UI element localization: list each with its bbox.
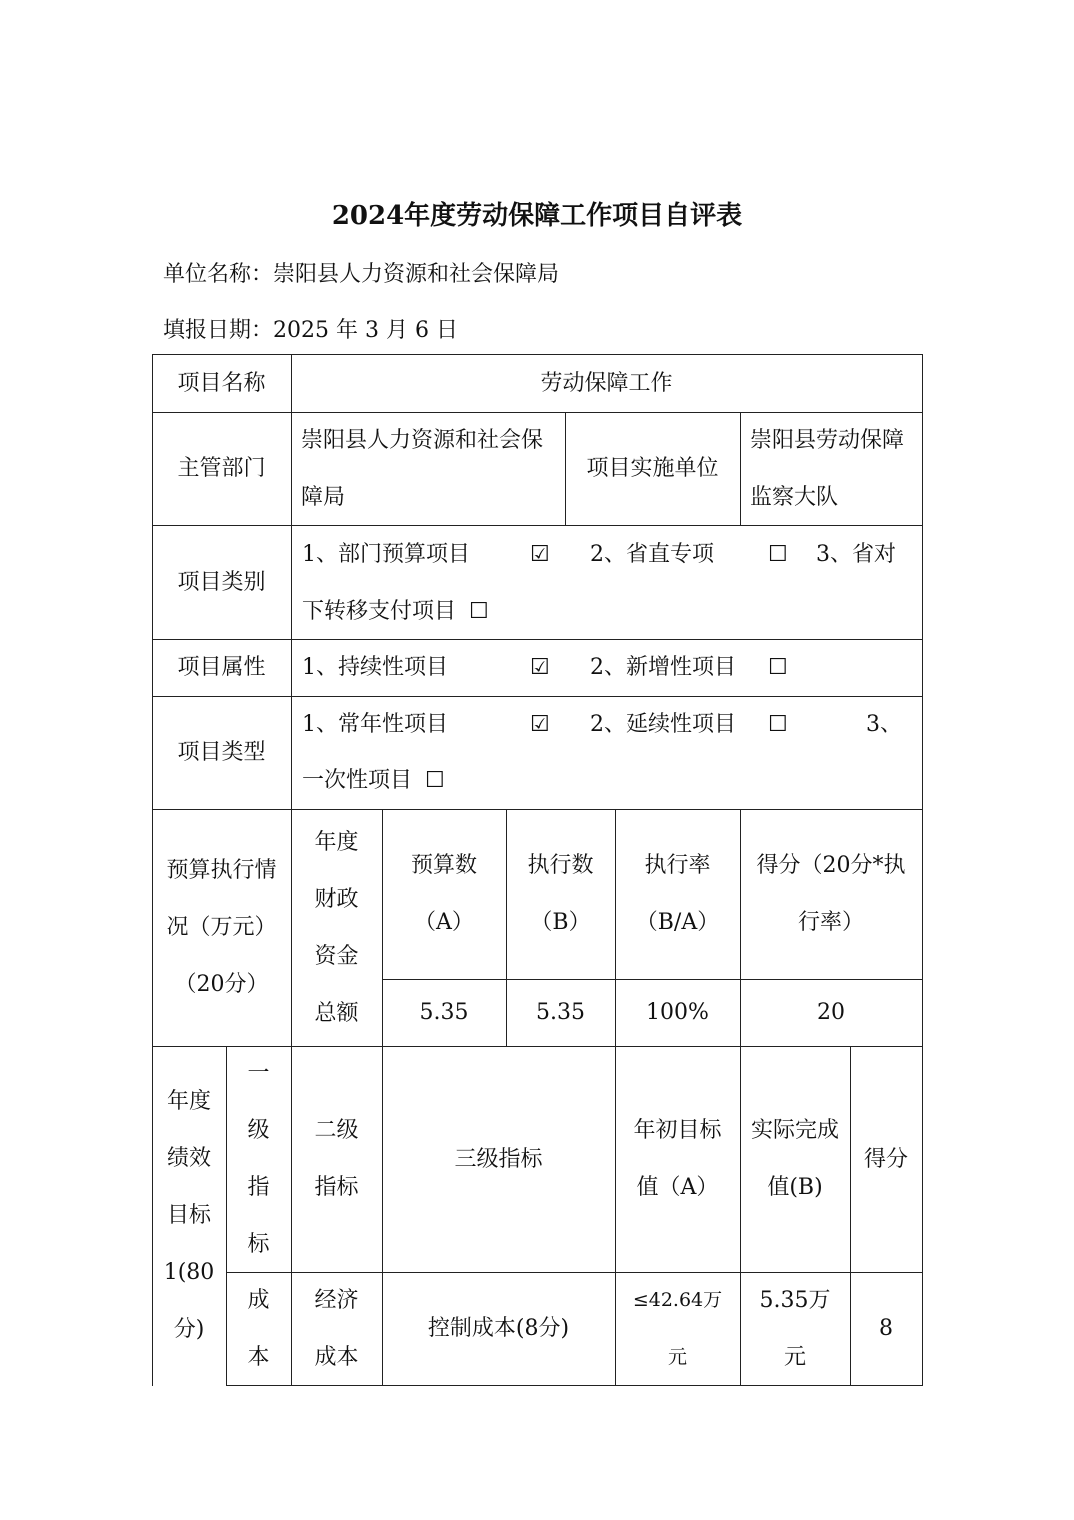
category-option-transfer-cont: 下转移支付项目 (302, 599, 457, 624)
budget-amount-value: 5.35 (419, 1000, 469, 1025)
checkbox-empty-icon: ☐ (768, 712, 788, 737)
indicator-score-header: 得分 (863, 1146, 908, 1172)
execution-rate-header: 执行率（B/A） (635, 853, 720, 935)
level3-indicator-header: 三级指标 (454, 1146, 543, 1172)
impl-unit-value: 崇阳县劳动保障监察大队 (750, 427, 905, 510)
page-title: 2024年度劳动保障工作项目自评表 (331, 201, 743, 231)
execution-rate-value: 100% (646, 1000, 709, 1025)
indicator-level1-cost: 成本 (247, 1287, 270, 1370)
checkbox-empty-icon: ☐ (425, 768, 445, 793)
project-name-label: 项目名称 (177, 370, 266, 396)
category-option-province: 2、省直专项 (590, 542, 714, 567)
budget-score-value: 20 (817, 1000, 845, 1025)
type-label: 项目类型 (177, 740, 266, 765)
type-option-annual: 1、常年性项目 (302, 712, 448, 737)
type-options (302, 697, 914, 809)
checkbox-empty-icon: ☐ (768, 655, 788, 680)
category-option-transfer: 3、省对 (816, 542, 896, 567)
department-value: 崇阳县人力资源和社会保障局 (301, 427, 544, 510)
attribute-options (302, 640, 914, 696)
report-date: 填报日期：2025 年 3 月 6 日 (163, 318, 458, 343)
type-option-onetime: 一次性项目 (302, 768, 413, 793)
level1-indicator-header: 一级指标 (247, 1061, 270, 1257)
level2-indicator-header: 二级指标 (314, 1118, 359, 1200)
indicator-target-value: ≤42.64万元 (632, 1288, 723, 1368)
indicator-level3-control-cost: 控制成本(8分) (427, 1316, 570, 1341)
executed-amount-value: 5.35 (536, 1000, 585, 1025)
attribute-option-new: 2、新增性项目 (590, 655, 736, 680)
checkbox-empty-icon: ☐ (768, 542, 788, 567)
type-option-extended: 2、延续性项目 (590, 712, 736, 737)
checkbox-empty-icon: ☐ (469, 599, 489, 624)
checkbox-checked-icon: ☑ (530, 542, 550, 567)
budget-score-header: 得分（20分*执行率） (756, 853, 906, 935)
attribute-option-continuous: 1、持续性项目 (302, 655, 448, 680)
indicator-score-value: 8 (879, 1316, 893, 1341)
actual-value-header: 实际完成值(B) (750, 1118, 839, 1200)
initial-target-header: 年初目标值（A） (633, 1118, 722, 1200)
category-option-dept: 1、部门预算项目 (302, 542, 470, 567)
checkbox-checked-icon: ☑ (530, 712, 550, 737)
category-options (302, 526, 914, 639)
type-option-onetime-prefix: 3、 (866, 712, 902, 737)
checkbox-checked-icon: ☑ (530, 655, 550, 680)
project-name-value: 劳动保障工作 (540, 370, 673, 396)
executed-amount-header: 执行数（B） (527, 853, 594, 935)
unit-name: 单位名称：崇阳县人力资源和社会保障局 (163, 262, 560, 287)
performance-goal-label: 年度绩效目标1(80分) (163, 1089, 215, 1342)
budget-label: 预算执行情况（万元）（20分） (166, 858, 277, 997)
indicator-actual-value: 5.35万元 (759, 1287, 831, 1370)
category-label: 项目类别 (177, 569, 266, 595)
department-label: 主管部门 (177, 456, 266, 481)
fund-total-label: 年度财政资金总额 (314, 829, 359, 1026)
attribute-label: 项目属性 (177, 655, 266, 680)
impl-unit-label: 项目实施单位 (586, 456, 719, 481)
budget-amount-header: 预算数（A） (410, 853, 477, 935)
indicator-level2-economic-cost: 经济成本 (314, 1287, 359, 1370)
